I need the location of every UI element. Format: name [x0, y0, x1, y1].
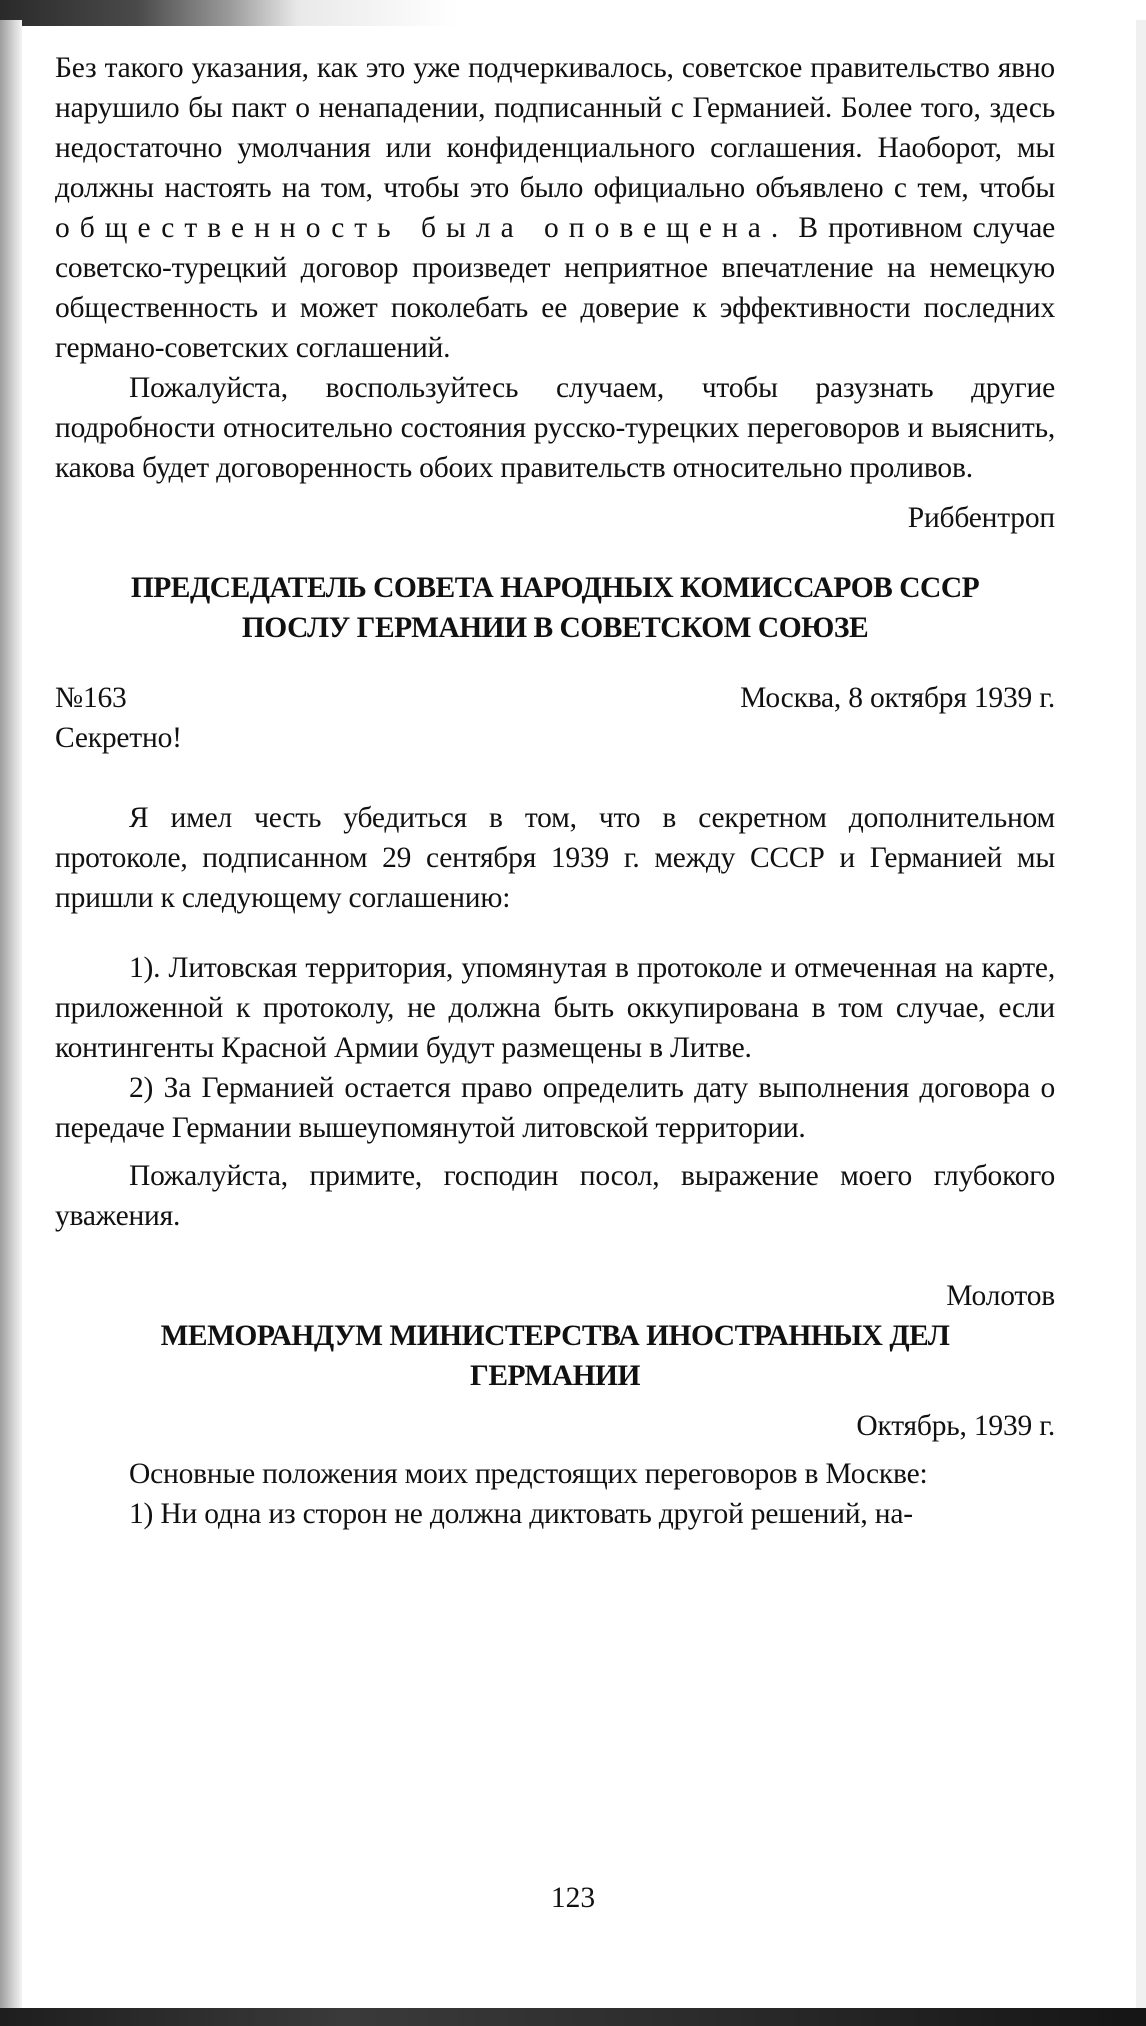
paragraph-protocol-intro: Я имел честь убедиться в том, что в секретном дополнительном протоколе, подписанном 29 сентября 1939 г. между СССР и Германией мы пришли к следующему соглашению: [55, 802, 1055, 914]
heading-line: ГЕРМАНИИ [470, 1360, 640, 1392]
scan-top-edge [0, 0, 1146, 26]
heading-chairman-to-ambassador [55, 568, 1055, 648]
paragraph-negotiation-point-1: 1) Ни одна из сторон не должна диктовать другой решений, на- [129, 1498, 913, 1530]
heading-line: ПОСЛУ ГЕРМАНИИ В СОВЕТСКОМ СОЮЗЕ [241, 612, 869, 644]
heading-line: ПРЕДСЕДАТЕЛЬ СОВЕТА НАРОДНЫХ КОМИССАРОВ СССР [130, 572, 980, 604]
paragraph-negotiation-points-intro: Основные положения моих предстоящих переговоров в Москве: [129, 1458, 928, 1490]
list-point-2: 2) За Германией остается право определить дату выполнения договора о передаче Германии вышеупомянутой литовской территории. [55, 1072, 1055, 1144]
heading-foreign-ministry-memorandum [55, 1316, 1055, 1396]
document-number: №163 [55, 682, 127, 714]
list-point-1: 1). Литовская территория, упомянутая в протоколе и отмеченная на карте, приложенной к протоколу, не должна быть оккупирована в том случае, если контингенты Красной Армии будут размещены в Литве. [55, 952, 1055, 1064]
scan-right-edge [1136, 20, 1146, 2010]
signature-molotov: Молотов [946, 1280, 1055, 1312]
scan-left-edge [0, 20, 22, 2010]
spaced-emphasis-text: общественность была оповещена. [55, 212, 789, 244]
document-place-date: Москва, 8 октября 1939 г. [740, 682, 1055, 714]
paragraph-text: В противном случае советско-турецкий договор произведет неприятное впечатление на немецкую общественность и может поколебать ее доверие к эффективности последних германо-советских соглашений. [55, 212, 1055, 364]
document-meta-row [55, 678, 1055, 718]
page-number: 123 [550, 1882, 596, 1914]
scan-bottom-edge [0, 2008, 1146, 2026]
paragraph-closing-courtesy: Пожалуйста, примите, господин посол, выражение моего глубокого уважения. [55, 1160, 1055, 1232]
paragraph-text: Без такого указания, как это уже подчеркивалось, советское правительство явно нарушило бы пакт о ненападении, подписанный с Германией. Более того, здесь недостаточно умолчания или конфиденциального соглашения. Наоборот, мы должны настоять на том, чтобы это было официально объявлено с тем, чтобы [55, 52, 1055, 204]
paragraph-request-details: Пожалуйста, воспользуйтесь случаем, чтобы разузнать другие подробности относительно состояния русско-турецких переговоров и выяснить, какова будет договоренность обоих правительств относительно проливов. [55, 372, 1055, 484]
signature-ribbentrop: Риббентроп [907, 502, 1055, 534]
secret-label: Секретно! [55, 722, 182, 754]
heading-line: МЕМОРАНДУМ МИНИСТЕРСТВА ИНОСТРАННЫХ ДЕЛ [160, 1320, 950, 1352]
paragraph-ribbentrop-letter-end [55, 48, 1055, 368]
book-page [55, 48, 1055, 1534]
memorandum-date: Октябрь, 1939 г. [856, 1410, 1055, 1442]
